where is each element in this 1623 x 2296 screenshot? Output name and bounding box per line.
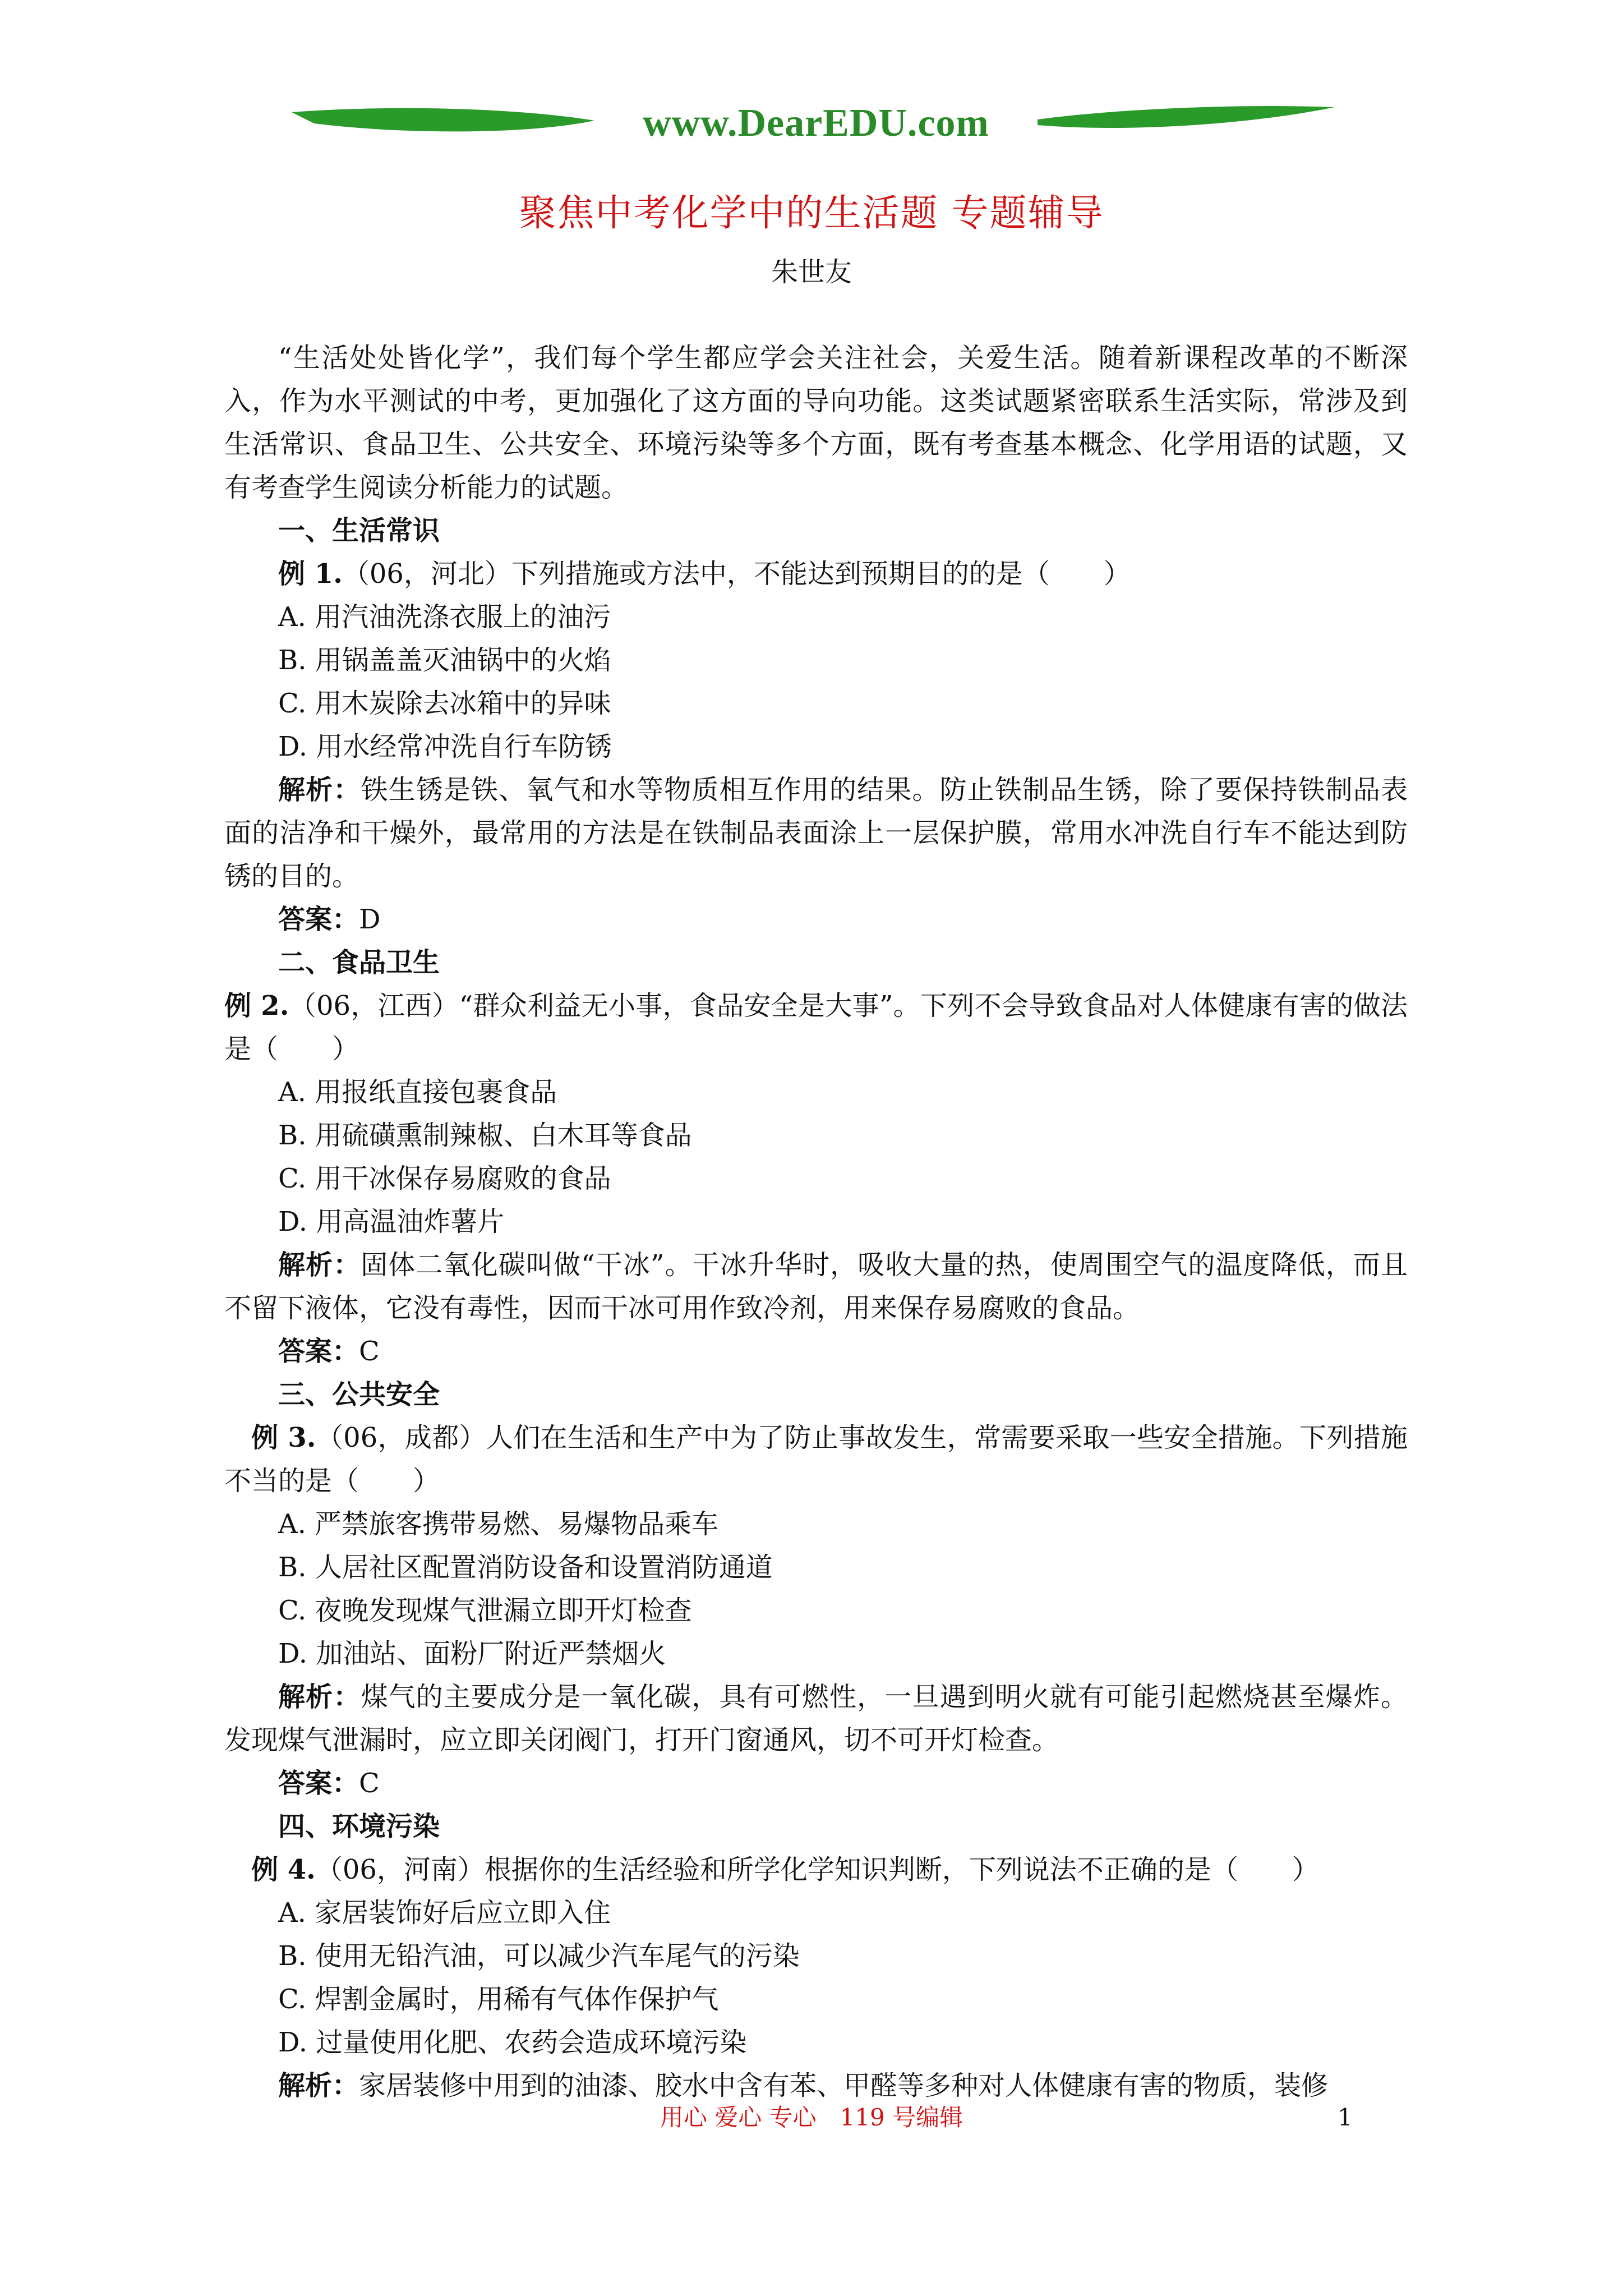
analysis-label: 解析： <box>278 1681 361 1713</box>
option-item: A. 用报纸直接包裹食品 <box>278 1076 557 1108</box>
example-text: （06，成都）人们在生活和生产中为了防止事故发生，常需要采取一些安全措施。下列措施不当的是（ ） <box>224 1422 1408 1497</box>
intro-paragraph: “生活处处皆化学”，我们每个学生都应学会关注社会，关爱生活。随着新课程改革的不断深入，作为水平测试的中考，更加强化了这方面的导向功能。这类试题紧密联系生活实际，常涉及到生活常识、食品卫生、公共安全、环境污染等多个方面，既有考查基本概念、化学用语的试题，又有考查学生阅读分析能力的试题。 <box>224 342 1408 503</box>
option-item: B. 人居社区配置消防设备和设置消防通道 <box>278 1552 773 1583</box>
option-item: A. 家居装饰好后应立即入住 <box>278 1897 611 1929</box>
option-item: C. 夜晚发现煤气泄漏立即开灯检查 <box>278 1595 692 1626</box>
analysis-label: 解析： <box>278 774 361 806</box>
example-question <box>224 1848 1408 1892</box>
example-label: 例 3. <box>251 1422 316 1453</box>
answer-label: 答案： <box>278 1768 359 1799</box>
option-item: A. 用汽油洗涤衣服上的油污 <box>278 601 611 633</box>
example-text: （06，河北）下列措施或方法中，不能达到预期目的的是（ ） <box>342 558 1131 590</box>
example-text: （06，河南）根据你的生活经验和所学化学知识判断，下列说法不正确的是（ ） <box>315 1854 1319 1885</box>
example-text: （06，江西）“群众利益无小事，食品安全是大事”。下列不会导致食品对人体健康有害的做法是（ ） <box>224 990 1408 1065</box>
analysis-text: 固体二氧化碳叫做“干冰”。干冰升华时，吸收大量的热，使周围空气的温度降低，而且不留下液体，它没有毒性，因而干冰可用作致冷剂，用来保存易腐败的食品。 <box>224 1249 1408 1324</box>
answer-line <box>224 1330 1408 1373</box>
option-item: B. 用锅盖盖灭油锅中的火焰 <box>278 645 611 676</box>
analysis-text: 家居装修中用到的油漆、胶水中含有苯、甲醛等多种对人体健康有害的物质，装修 <box>359 2070 1329 2101</box>
analysis-paragraph <box>224 769 1408 898</box>
page-number: 1 <box>1338 2104 1353 2131</box>
example-question <box>224 1416 1408 1503</box>
section-heading: 四、环境污染 <box>278 1811 440 1842</box>
analysis-text: 煤气的主要成分是一氧化碳，具有可燃性，一旦遇到明火就有可能引起燃烧甚至爆炸。发现煤气泄漏时，应立即关闭阀门，打开门窗通风，切不可开灯检查。 <box>224 1681 1408 1756</box>
page-footer: 用心 爱心 专心 119 号编辑 <box>660 2104 963 2131</box>
analysis-paragraph <box>224 1244 1408 1330</box>
analysis-text: 铁生锈是铁、氧气和水等物质相互作用的结果。防止铁制品生锈，除了要保持铁制品表面的洁净和干燥外，最常用的方法是在铁制品表面涂上一层保护膜，常用水冲洗自行车不能达到防锈的目的。 <box>224 774 1408 892</box>
answer-label: 答案： <box>278 904 359 935</box>
option-item: D. 用高温油炸薯片 <box>278 1206 505 1237</box>
answer-text: D <box>359 904 381 935</box>
example-label: 例 2. <box>224 990 289 1022</box>
option-item: D. 过量使用化肥、农药会造成环境污染 <box>278 2027 747 2058</box>
document-body <box>224 337 1408 2108</box>
answer-line <box>224 898 1408 941</box>
option-item: C. 用木炭除去冰箱中的异味 <box>278 688 611 719</box>
option-item: C. 用干冰保存易腐败的食品 <box>278 1163 611 1194</box>
example-label: 例 4. <box>251 1854 316 1885</box>
analysis-label: 解析： <box>278 1249 361 1281</box>
analysis-paragraph <box>224 1676 1408 1762</box>
option-item: D. 加油站、面粉厂附近严禁烟火 <box>278 1638 666 1669</box>
site-logo-text: www.DearEDU.com <box>643 102 989 145</box>
option-item: B. 用硫磺熏制辣椒、白木耳等食品 <box>278 1120 692 1151</box>
example-label: 例 1. <box>278 558 343 590</box>
author-name: 朱世友 <box>771 256 852 288</box>
section-heading: 三、公共安全 <box>278 1379 440 1410</box>
option-item: C. 焊割金属时，用稀有气体作保护气 <box>278 1984 719 2015</box>
example-question <box>224 984 1408 1071</box>
section-heading: 一、生活常识 <box>278 515 440 546</box>
option-item: B. 使用无铅汽油，可以减少汽车尾气的污染 <box>278 1940 800 1972</box>
answer-text: C <box>359 1336 380 1367</box>
section-heading: 二、食品卫生 <box>278 947 440 978</box>
answer-line <box>224 1762 1408 1805</box>
option-item: A. 严禁旅客携带易燃、易爆物品乘车 <box>278 1508 719 1540</box>
example-question <box>224 553 1408 596</box>
document-title: 聚焦中考化学中的生活题 专题辅导 <box>519 191 1104 234</box>
answer-label: 答案： <box>278 1336 359 1367</box>
answer-text: C <box>359 1768 380 1799</box>
analysis-label: 解析： <box>278 2070 359 2101</box>
option-item: D. 用水经常冲洗自行车防锈 <box>278 731 612 762</box>
